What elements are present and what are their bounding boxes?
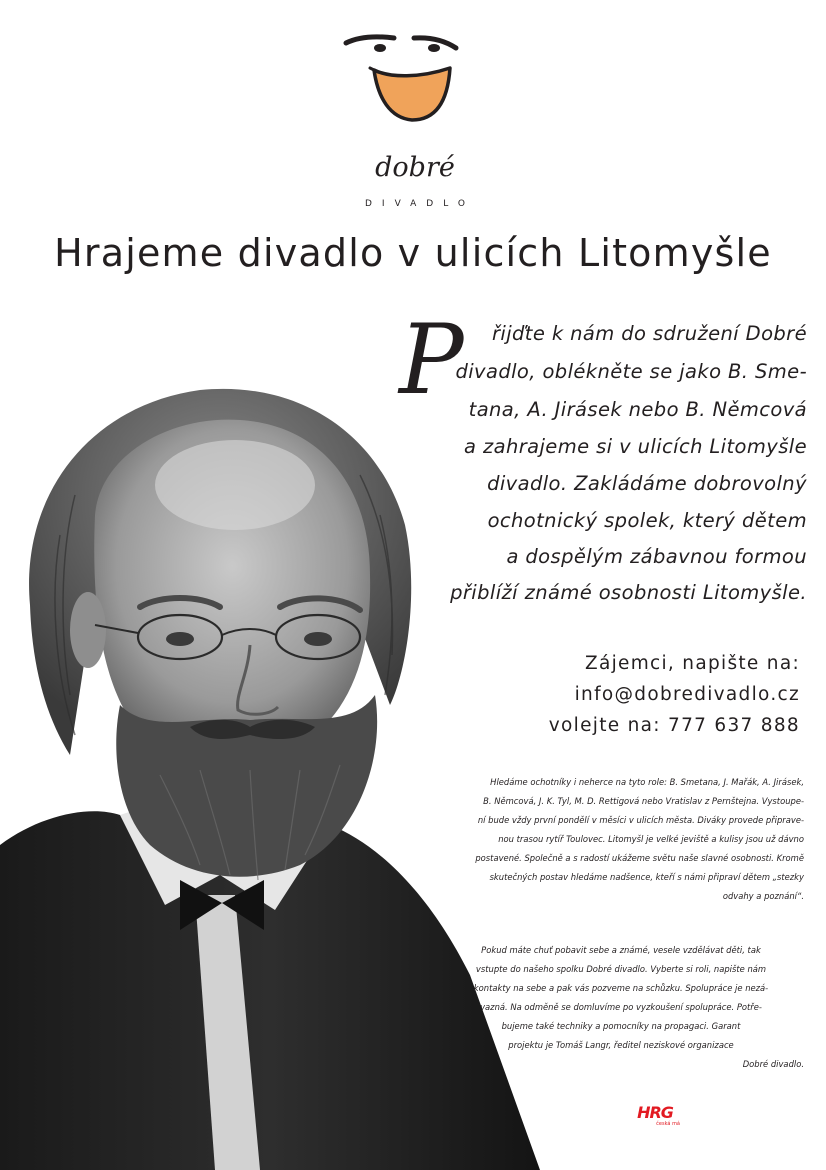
intro-line: tana, A. Jirásek nebo B. Němcová: [468, 398, 807, 421]
smiling-face-icon: [330, 28, 500, 153]
intro-line: přiblíží známé osobnosti Litomyšle.: [450, 581, 807, 604]
contact-phone[interactable]: volejte na: 777 637 888: [548, 715, 800, 736]
contact-lead: Zájemci, napište na:: [584, 653, 800, 674]
intro-line: a zahrajeme si v ulicích Litomyšle: [464, 435, 807, 458]
composer-portrait: [0, 375, 540, 1170]
sponsor-subtitle: česká má: [656, 1121, 680, 1127]
drop-cap: P: [399, 304, 464, 416]
page-title: Hrajeme divadlo v ulicích Litomyšle: [54, 231, 772, 275]
intro-line: divadlo, oblékněte se jako B. Sme-: [455, 360, 807, 383]
roles-line: skutečných postav hledáme nadšence, kteří s námi připraví dětem „stezky: [489, 872, 804, 882]
roles-line: B. Němcová, J. K. Tyl, M. D. Rettigová nebo Vratislav z Pernštejna. Vystoupe-: [483, 796, 804, 806]
logo-wordmark: dobré: [375, 152, 455, 183]
dobre-divadlo-logo: [330, 28, 500, 209]
sponsor-logo: [630, 1105, 680, 1135]
roles-line: postavené. Společně a s radostí ukážeme světu naše slavné osobnosti. Kromě: [475, 853, 804, 863]
join-line: vazná. Na odměně se domluvíme po vyzkoušení spolupráce. Potře-: [480, 1002, 762, 1012]
join-line: bujeme také techniky a pomocníky na propagaci. Garant: [501, 1021, 741, 1031]
sponsor-name: HRG: [637, 1103, 673, 1122]
roles-line: odvahy a poznání“.: [722, 891, 804, 901]
intro-line: řijďte k nám do sdružení Dobré: [491, 322, 807, 345]
join-line: projektu je Tomáš Langr, ředitel neziskové organizace: [508, 1040, 734, 1050]
join-line: Dobré divadlo.: [742, 1059, 804, 1069]
intro-line: divadlo. Zakládáme dobrovolný: [487, 472, 807, 495]
roles-line: ní bude vždy první pondělí v měsíci v ulicích města. Diváky provede připrave-: [477, 815, 804, 825]
intro-line: ochotnický spolek, který dětem: [487, 509, 807, 532]
join-line: vstupte do našeho spolku Dobré divadlo. Vyberte si roli, napište nám: [475, 964, 767, 974]
intro-line: a dospělým zábavnou formou: [506, 545, 807, 568]
logo-subtitle: DIVADLO: [364, 199, 476, 209]
roles-line: Hledáme ochotníky i neherce na tyto role: B. Smetana, J. Mařák, A. Jirásek,: [490, 777, 804, 787]
join-line: kontakty na sebe a pak vás pozveme na schůzku. Spolupráce je nezá-: [473, 983, 769, 993]
contact-email[interactable]: info@dobredivadlo.cz: [574, 684, 800, 705]
join-line: Pokud máte chuť pobavit sebe a známé, vesele vzdělávat děti, tak: [481, 945, 761, 955]
roles-line: nou trasou rytíř Toulovec. Litomyšl je velké jeviště a kulisy jsou už dávno: [498, 834, 804, 844]
